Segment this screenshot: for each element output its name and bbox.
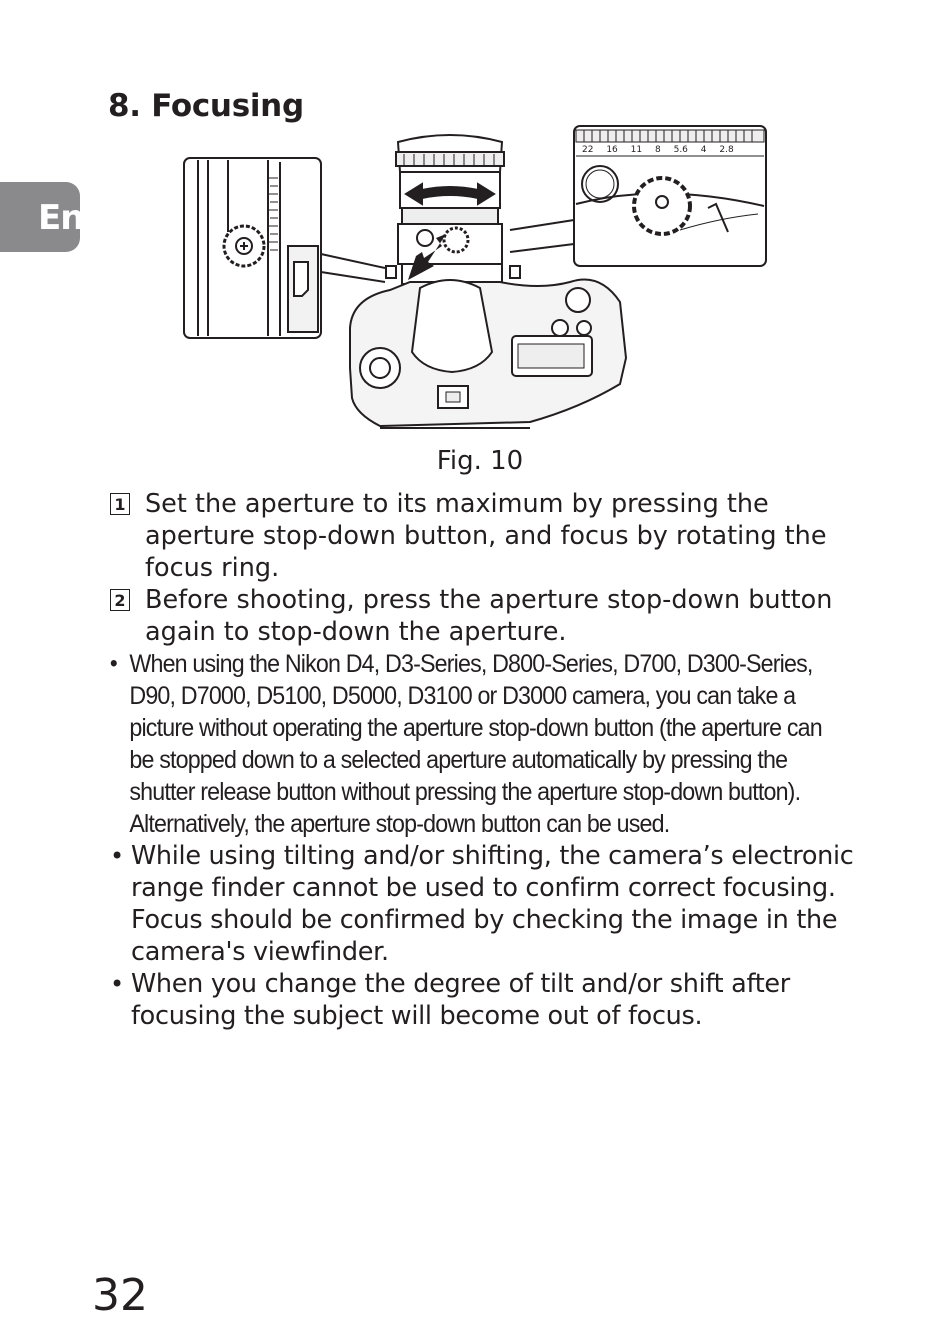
procedure-steps bbox=[108, 488, 868, 648]
aperture-mark-2-8: 2.8 bbox=[719, 145, 734, 155]
note-item: • When using the Nikon D4, D3-Series, D800-Series, D700, D300-Series, D90, D7000, D5100, D5000, D3100 or D3000 camera, you can take a picture without operating the aperture stop-down button (the aperture can be stopped down to a selected aperture automatically by pressing the shutter release button without pressing the aperture stop-down button). Alternatively, the aperture stop-down button can be used. bbox=[108, 648, 850, 840]
right-knob-icon bbox=[634, 178, 690, 234]
note-item: • When you change the degree of tilt and/or shift after focusing the subject will become out of focus. bbox=[108, 968, 868, 1032]
aperture-mark-4: 4 bbox=[700, 145, 707, 155]
camera-body bbox=[350, 280, 626, 429]
note-item: • While using tilting and/or shifting, the camera’s electronic range finder cannot be used to confirm correct focusing. Focus should be confirmed by checking the image in the camera's viewfinder. bbox=[108, 840, 868, 968]
aperture-mark-8: 8 bbox=[654, 145, 661, 155]
language-tab bbox=[0, 182, 84, 252]
figure-caption: Fig. 10 bbox=[436, 446, 524, 476]
notes-list bbox=[108, 648, 868, 1032]
step-number-badge: 2 bbox=[110, 589, 130, 611]
lens-body bbox=[386, 135, 520, 284]
aperture-mark-16: 16 bbox=[606, 145, 618, 155]
focusing-illustration bbox=[180, 122, 770, 442]
step-number-badge: 1 bbox=[110, 493, 130, 515]
step-text: Set the aperture to its maximum by pressing the aperture stop-down button, and focus by rotating the focus ring. bbox=[145, 489, 827, 583]
left-detail-inset bbox=[184, 158, 321, 338]
step-item bbox=[108, 584, 868, 648]
step-item bbox=[108, 488, 868, 584]
aperture-mark-22: 22 bbox=[582, 145, 594, 155]
left-knob-icon bbox=[224, 226, 264, 266]
language-tab-label: En bbox=[38, 198, 84, 238]
section-title: 8. Focusing bbox=[108, 88, 304, 124]
page-number: 32 bbox=[92, 1270, 148, 1321]
aperture-mark-11: 11 bbox=[630, 145, 643, 155]
right-detail-inset bbox=[574, 126, 766, 266]
aperture-mark-5-6: 5.6 bbox=[673, 145, 688, 155]
step-text: Before shooting, press the aperture stop-down button again to stop-down the aperture. bbox=[145, 585, 833, 647]
